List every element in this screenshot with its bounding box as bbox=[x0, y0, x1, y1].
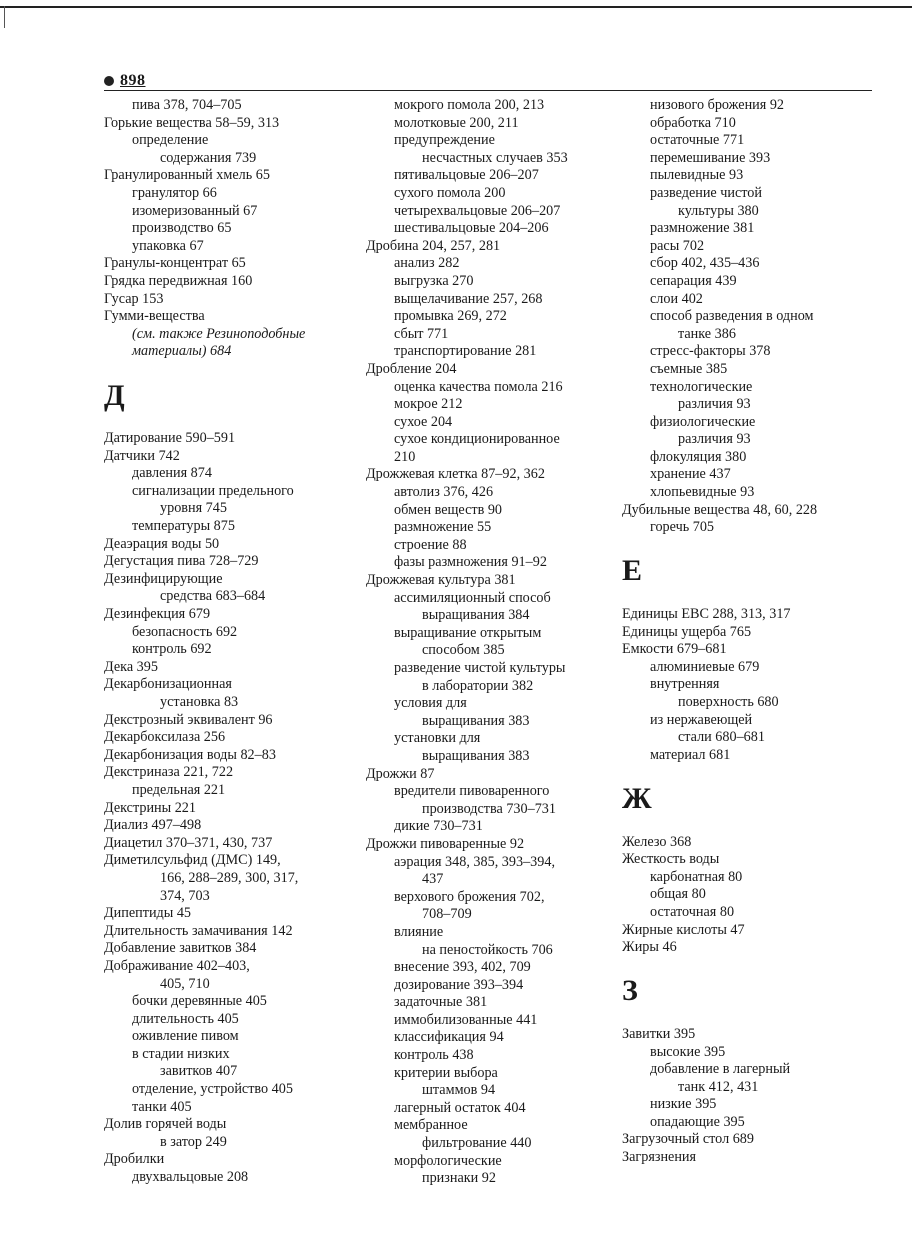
index-subentry: культуры 380 bbox=[678, 202, 759, 219]
index-subentry: высокие 395 bbox=[650, 1043, 726, 1060]
index-subentry: слои 402 bbox=[650, 290, 703, 307]
index-entry: Декстрозный эквивалент 96 bbox=[104, 711, 273, 728]
section-letter-heading: Е bbox=[622, 554, 643, 588]
index-subentry: предельная 221 bbox=[132, 781, 226, 798]
index-subentry: 166, 288–289, 300, 317, bbox=[160, 869, 299, 886]
index-subentry: производства 730–731 bbox=[422, 800, 556, 817]
index-subentry: выращивание открытым bbox=[394, 624, 542, 641]
index-subentry: в лаборатории 382 bbox=[422, 677, 534, 694]
index-entry: Датчики 742 bbox=[104, 447, 180, 464]
index-subentry: 708–709 bbox=[422, 906, 472, 923]
index-subentry: условия для bbox=[394, 695, 467, 712]
index-subentry: в затор 249 bbox=[160, 1133, 227, 1150]
index-subentry: морфологические bbox=[394, 1152, 502, 1169]
index-subentry: различия 93 bbox=[678, 396, 751, 413]
index-subentry: пылевидные 93 bbox=[650, 167, 744, 184]
index-entry: Долив горячей воды bbox=[104, 1116, 227, 1133]
index-entry: Дрожжи 87 bbox=[366, 765, 435, 782]
index-subentry: отделение, устройство 405 bbox=[132, 1081, 293, 1098]
header-rule bbox=[104, 90, 872, 91]
index-entry: Диацетил 370–371, 430, 737 bbox=[104, 834, 273, 851]
index-entry: Дробление 204 bbox=[366, 360, 457, 377]
index-subentry: задаточные 381 bbox=[394, 994, 488, 1011]
index-subentry: 405, 710 bbox=[160, 975, 210, 992]
index-subentry: завитков 407 bbox=[160, 1063, 238, 1080]
section-letter-heading: Ж bbox=[622, 781, 652, 815]
index-entry: Датирование 590–591 bbox=[104, 430, 236, 447]
page-marker-icon bbox=[104, 76, 114, 86]
index-subentry: (см. также Резиноподобные bbox=[132, 325, 306, 342]
index-subentry: температуры 875 bbox=[132, 518, 235, 535]
index-subentry: предупреждение bbox=[394, 132, 495, 149]
index-entry: Жесткость воды bbox=[622, 851, 720, 868]
index-subentry: размножение 381 bbox=[650, 220, 755, 237]
index-subentry: добавление в лагерный bbox=[650, 1061, 791, 1078]
index-subentry: несчастных случаев 353 bbox=[422, 149, 568, 166]
index-entry: Дегустация пива 728–729 bbox=[104, 553, 259, 570]
index-entry: Декарбонизационная bbox=[104, 676, 232, 693]
index-subentry: оценка качества помола 216 bbox=[394, 378, 563, 395]
index-entry: Дрожжи пивоваренные 92 bbox=[366, 835, 525, 852]
index-subentry: влияние bbox=[394, 923, 444, 940]
section-letter-heading: Д bbox=[104, 378, 125, 412]
index-subentry: хранение 437 bbox=[650, 466, 731, 483]
section-spacer bbox=[104, 413, 359, 431]
index-subentry: выращивания 384 bbox=[422, 607, 530, 624]
index-subentry: иммобилизованные 441 bbox=[394, 1011, 538, 1028]
index-subentry: вредители пивоваренного bbox=[394, 783, 550, 800]
index-entry: Жирные кислоты 47 bbox=[622, 921, 745, 938]
index-subentry: мокрого помола 200, 213 bbox=[394, 97, 545, 113]
index-subentry: контроль 438 bbox=[394, 1047, 474, 1064]
index-entry: Дека 395 bbox=[104, 658, 158, 675]
index-subentry: установка 83 bbox=[160, 694, 239, 710]
index-entry: Дрожжевая культура 381 bbox=[366, 572, 516, 589]
index-entry: Жиры 46 bbox=[622, 939, 677, 956]
index-entry: Горькие вещества 58–59, 313 bbox=[104, 114, 280, 131]
index-subentry: промывка 269, 272 bbox=[394, 308, 507, 325]
index-subentry: шестивальцовые 204–206 bbox=[394, 220, 549, 237]
index-subentry: остаточная 80 bbox=[650, 903, 735, 920]
index-subentry: фазы размножения 91–92 bbox=[394, 554, 547, 571]
index-entry: Дезинфицирующие bbox=[104, 570, 223, 587]
index-subentry: двухвальцовые 208 bbox=[132, 1169, 249, 1186]
index-subentry: сбор 402, 435–436 bbox=[650, 255, 760, 272]
index-subentry: перемешивание 393 bbox=[650, 149, 771, 166]
index-entry: Диализ 497–498 bbox=[104, 817, 202, 834]
index-subentry: мембранное bbox=[394, 1117, 468, 1134]
index-subentry: изомеризованный 67 bbox=[132, 202, 258, 219]
index-subentry: танке 386 bbox=[678, 325, 736, 342]
index-subentry: низкие 395 bbox=[650, 1096, 717, 1113]
index-subentry: технологические bbox=[650, 378, 753, 395]
index-subentry: транспортирование 281 bbox=[394, 343, 537, 360]
index-subentry: фильтрование 440 bbox=[422, 1135, 532, 1152]
index-subentry: анализ 282 bbox=[394, 255, 460, 272]
index-entry: Емкости 679–681 bbox=[622, 641, 727, 658]
index-entry: Завитки 395 bbox=[622, 1025, 696, 1042]
index-subentry: 437 bbox=[422, 871, 444, 888]
index-subentry: бочки деревянные 405 bbox=[132, 993, 267, 1010]
index-subentry: штаммов 94 bbox=[422, 1082, 496, 1099]
index-entry: Гусар 153 bbox=[104, 290, 164, 307]
index-subentry: размножение 55 bbox=[394, 519, 492, 536]
index-subentry: пива 378, 704–705 bbox=[132, 97, 242, 113]
index-entry: Загрязнения bbox=[622, 1149, 697, 1166]
index-subentry: обмен веществ 90 bbox=[394, 501, 503, 518]
index-subentry: на пеностойкость 706 bbox=[422, 941, 553, 958]
index-subentry: физиологические bbox=[650, 413, 756, 430]
index-subentry: поверхность 680 bbox=[678, 694, 779, 710]
index-subentry: сбыт 771 bbox=[394, 325, 449, 342]
index-subentry: 374, 703 bbox=[160, 887, 210, 904]
index-subentry: горечь 705 bbox=[650, 519, 715, 536]
index-subentry: внутренняя bbox=[650, 676, 720, 693]
index-subentry: стресс-факторы 378 bbox=[650, 343, 771, 360]
index-subentry: уровня 745 bbox=[160, 500, 227, 517]
section-spacer bbox=[104, 361, 359, 379]
index-subentry: аэрация 348, 385, 393–394, bbox=[394, 853, 555, 870]
section-spacer bbox=[622, 588, 892, 606]
index-subentry: остаточные 771 bbox=[650, 132, 745, 149]
index-entry: Гумми-вещества bbox=[104, 308, 205, 325]
index-subentry: из нержавеющей bbox=[650, 711, 753, 728]
index-subentry: общая 80 bbox=[650, 886, 706, 903]
index-entry: Длительность замачивания 142 bbox=[104, 922, 293, 939]
index-subentry: сигнализации предельного bbox=[132, 482, 294, 499]
index-subentry: оживление пивом bbox=[132, 1028, 239, 1045]
index-subentry: выращивания 383 bbox=[422, 747, 530, 764]
index-subentry: безопасность 692 bbox=[132, 623, 238, 640]
index-subentry: способом 385 bbox=[422, 642, 505, 659]
index-subentry: в стадии низких bbox=[132, 1045, 230, 1062]
index-subentry: четырехвальцовые 206–207 bbox=[394, 202, 561, 219]
index-entry: Дубильные вещества 48, 60, 228 bbox=[622, 501, 818, 518]
index-subentry: способ разведения в одном bbox=[650, 308, 814, 325]
top-rule bbox=[0, 6, 912, 8]
index-subentry: сухое кондиционированное bbox=[394, 431, 560, 448]
index-subentry: флокуляция 380 bbox=[650, 448, 747, 465]
index-subentry: мокрое 212 bbox=[394, 396, 463, 413]
index-subentry: сепарация 439 bbox=[650, 272, 737, 289]
index-subentry: дозирование 393–394 bbox=[394, 976, 524, 993]
index-subentry: выращивания 383 bbox=[422, 712, 530, 729]
page-header bbox=[104, 72, 146, 90]
index-subentry: установки для bbox=[394, 730, 481, 747]
index-subentry: гранулятор 66 bbox=[132, 184, 217, 201]
index-subentry: верхового брожения 702, bbox=[394, 888, 545, 905]
index-subentry: стали 680–681 bbox=[678, 729, 765, 746]
index-subentry: выгрузка 270 bbox=[394, 272, 474, 289]
index-subentry: содержания 739 bbox=[160, 149, 257, 166]
index-subentry: танк 412, 431 bbox=[678, 1078, 759, 1095]
index-subentry: ассимиляционный способ bbox=[394, 589, 551, 606]
index-column-1 bbox=[104, 97, 359, 1187]
index-subentry: разведение чистой культуры bbox=[394, 660, 566, 676]
index-entry: Декстрины 221 bbox=[104, 799, 196, 816]
index-subentry: длительность 405 bbox=[132, 1010, 239, 1027]
index-entry: Дробилки bbox=[104, 1151, 165, 1168]
index-subentry: расы 702 bbox=[650, 237, 705, 254]
left-margin-rule bbox=[4, 6, 5, 28]
index-entry: Загрузочный стол 689 bbox=[622, 1131, 754, 1148]
index-subentry: карбонатная 80 bbox=[650, 868, 743, 885]
index-column-3 bbox=[622, 97, 892, 1167]
section-spacer bbox=[622, 816, 892, 834]
index-subentry: дикие 730–731 bbox=[394, 818, 483, 835]
index-entry: Дезинфекция 679 bbox=[104, 606, 211, 623]
index-subentry: строение 88 bbox=[394, 536, 467, 553]
section-letter-heading: З bbox=[622, 974, 638, 1008]
page-number: 898 bbox=[120, 72, 146, 89]
index-subentry: контроль 692 bbox=[132, 641, 212, 658]
index-subentry: разведение чистой bbox=[650, 184, 762, 201]
index-entry: Дображивание 402–403, bbox=[104, 957, 250, 974]
index-entry: Деаэрация воды 50 bbox=[104, 535, 220, 552]
index-subentry: низового брожения 92 bbox=[650, 97, 785, 113]
index-entry: Железо 368 bbox=[622, 833, 692, 850]
index-subentry: определение bbox=[132, 132, 209, 149]
index-entry: Единицы ущерба 765 bbox=[622, 623, 752, 640]
index-subentry: критерии выбора bbox=[394, 1064, 498, 1081]
index-subentry: материал 681 bbox=[650, 746, 731, 763]
index-entry: Декарбоксилаза 256 bbox=[104, 729, 226, 746]
section-spacer bbox=[622, 1008, 892, 1026]
index-subentry: выщелачивание 257, 268 bbox=[394, 290, 543, 307]
index-subentry: средства 683–684 bbox=[160, 588, 266, 605]
index-subentry: опадающие 395 bbox=[650, 1113, 745, 1130]
section-spacer bbox=[622, 764, 892, 782]
index-subentry: танки 405 bbox=[132, 1098, 192, 1115]
index-subentry: различия 93 bbox=[678, 431, 751, 448]
index-entry: Гранулированный хмель 65 bbox=[104, 167, 270, 184]
index-entry: Дипептиды 45 bbox=[104, 905, 192, 922]
index-subentry: сухое 204 bbox=[394, 413, 453, 430]
index-subentry: автолиз 376, 426 bbox=[394, 484, 494, 501]
index-subentry: съемные 385 bbox=[650, 360, 728, 377]
index-subentry: давления 874 bbox=[132, 465, 212, 482]
index-subentry: пятивальцовые 206–207 bbox=[394, 167, 539, 184]
index-subentry: хлопьевидные 93 bbox=[650, 484, 755, 501]
index-column-2 bbox=[366, 97, 621, 1188]
index-entry: Добавление завитков 384 bbox=[104, 940, 257, 957]
section-spacer bbox=[622, 537, 892, 555]
index-subentry: внесение 393, 402, 709 bbox=[394, 959, 531, 976]
index-entry: Дробина 204, 257, 281 bbox=[366, 237, 501, 254]
index-subentry: классификация 94 bbox=[394, 1029, 504, 1046]
index-subentry: материалы) 684 bbox=[132, 343, 232, 360]
index-entry: Декстриназа 221, 722 bbox=[104, 764, 234, 781]
index-subentry: обработка 710 bbox=[650, 114, 736, 131]
index-entry: Единицы ЕВС 288, 313, 317 bbox=[622, 606, 791, 623]
index-subentry: признаки 92 bbox=[422, 1170, 496, 1187]
section-spacer bbox=[622, 957, 892, 975]
index-subentry: 210 bbox=[394, 448, 416, 465]
index-subentry: производство 65 bbox=[132, 220, 232, 237]
index-subentry: молотковые 200, 211 bbox=[394, 114, 519, 131]
index-entry: Диметилсульфид (ДМС) 149, bbox=[104, 852, 281, 869]
index-entry: Дрожжевая клетка 87–92, 362 bbox=[366, 466, 545, 483]
index-entry: Декарбонизация воды 82–83 bbox=[104, 746, 276, 763]
index-subentry: алюминиевые 679 bbox=[650, 658, 760, 675]
index-entry: Грядка передвижная 160 bbox=[104, 272, 253, 289]
index-subentry: упаковка 67 bbox=[132, 237, 204, 254]
index-subentry: лагерный остаток 404 bbox=[394, 1099, 526, 1116]
index-subentry: сухого помола 200 bbox=[394, 184, 506, 201]
index-entry: Гранулы-концентрат 65 bbox=[104, 255, 246, 272]
